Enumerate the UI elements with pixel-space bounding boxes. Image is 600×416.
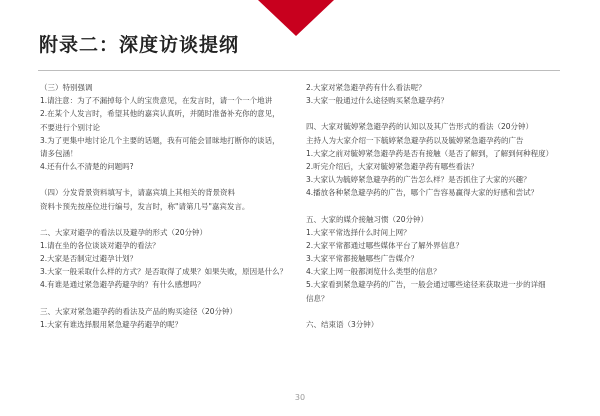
section-heading-line: 二、大家对避孕的看法以及避孕的形式（20分钟） bbox=[40, 227, 208, 237]
text-line: 1.请注意：为了不漏掉每个人的宝贵意见，在发言时，请一个一个地讲 bbox=[40, 96, 273, 106]
page-number: 30 bbox=[294, 393, 306, 402]
paragraph-gap bbox=[306, 305, 562, 318]
paragraph-gap bbox=[306, 107, 562, 120]
section-heading-line: （四）分发背景资料填写卡，请嘉宾填上其相关的背景资料 bbox=[40, 188, 235, 198]
text-line: 3.大家一般采取什么样的方式？是否取得了成果？如果失败，原因是什么？ bbox=[40, 267, 288, 277]
text-line: 2.听完介绍后，大家对毓婷紧急避孕药有哪些看法？ bbox=[306, 161, 479, 171]
section-heading-line: （三）特别强调 bbox=[40, 83, 93, 92]
text-line: 信息？ bbox=[306, 293, 329, 303]
paragraph-gap bbox=[40, 173, 292, 186]
text-line: 请多包涵！ bbox=[40, 148, 78, 158]
paragraph-gap bbox=[40, 292, 292, 305]
page-title: 附录二：深度访谈提纲 bbox=[39, 34, 240, 56]
text-line: 4.有谁是通过紧急避孕药避孕的？有什么感想吗？ bbox=[40, 280, 205, 290]
text-line: 3.大家认为毓婷紧急避孕药的广告怎么样？是否抓住了大家的兴趣？ bbox=[306, 175, 531, 185]
section-heading-line: 六、结束语（3分钟） bbox=[306, 319, 379, 329]
right-column bbox=[306, 81, 562, 331]
text-line: 不要进行个别讨论 bbox=[40, 122, 100, 132]
text-line: 主持人为大家介绍一下毓婷紧急避孕药以及毓婷紧急避孕药的广告 bbox=[306, 135, 524, 145]
section-heading-line: 五、大家的媒介接触习惯（20分钟） bbox=[306, 214, 429, 224]
paragraph-gap bbox=[40, 213, 292, 226]
text-line: 2.大家是否制定过避孕计划？ bbox=[40, 254, 138, 264]
section-heading-line: 三、大家对紧急避孕药的看法及产品的购买途径（20分钟） bbox=[40, 306, 238, 316]
text-line: 3.为了更集中地讨论几个主要的话题，我有可能会冒昧地打断你的谈话， bbox=[40, 135, 280, 145]
text-line: 4.大家上网一般都浏览什么类型的信息？ bbox=[306, 267, 441, 277]
section-heading-line: 四、大家对毓婷紧急避孕药的认知以及其广告形式的看法（20分钟） bbox=[306, 122, 534, 132]
left-column bbox=[40, 81, 292, 331]
text-line: 1.大家有谁选择服用紧急避孕药避孕的呢？ bbox=[40, 319, 183, 329]
text-line: 1.大家之前对毓婷紧急避孕药是否有接触（是否了解到，了解到何种程度） bbox=[306, 148, 554, 158]
text-line: 5.大家看到紧急避孕药的广告，一般会通过哪些途径来获取进一步的详细 bbox=[306, 280, 546, 290]
text-line: 资料卡预先按座位进行编号，发言时，称"请第几号"嘉宾发言。 bbox=[40, 201, 250, 211]
text-line: 1.大家平常选择什么时间上网？ bbox=[306, 227, 411, 237]
text-line: 3.大家一般通过什么途径购买紧急避孕药？ bbox=[306, 96, 449, 106]
text-line: 1.请在坐的各位谈谈对避孕的看法？ bbox=[40, 240, 160, 250]
text-line: 3.大家平常都接触哪些广告媒介？ bbox=[306, 254, 419, 264]
text-line: 4.还有什么不清楚的问题吗? bbox=[40, 162, 134, 172]
text-line: 2.大家平常都通过哪些媒体平台了解外界信息？ bbox=[306, 240, 464, 250]
section-heading-line: 2.大家对紧急避孕药有什么看法呢？ bbox=[306, 83, 426, 92]
red-triangle-marker bbox=[258, 0, 334, 36]
text-line: 4.播放各种紧急避孕药的广告，哪个广告容易赢得大家的好感和尝试？ bbox=[306, 188, 539, 198]
title-divider bbox=[38, 70, 560, 71]
text-line: 2.在某个人发言时，希望其他的嘉宾认真听，并随时准备补充你的意见， bbox=[40, 109, 280, 119]
paragraph-gap bbox=[306, 200, 562, 213]
